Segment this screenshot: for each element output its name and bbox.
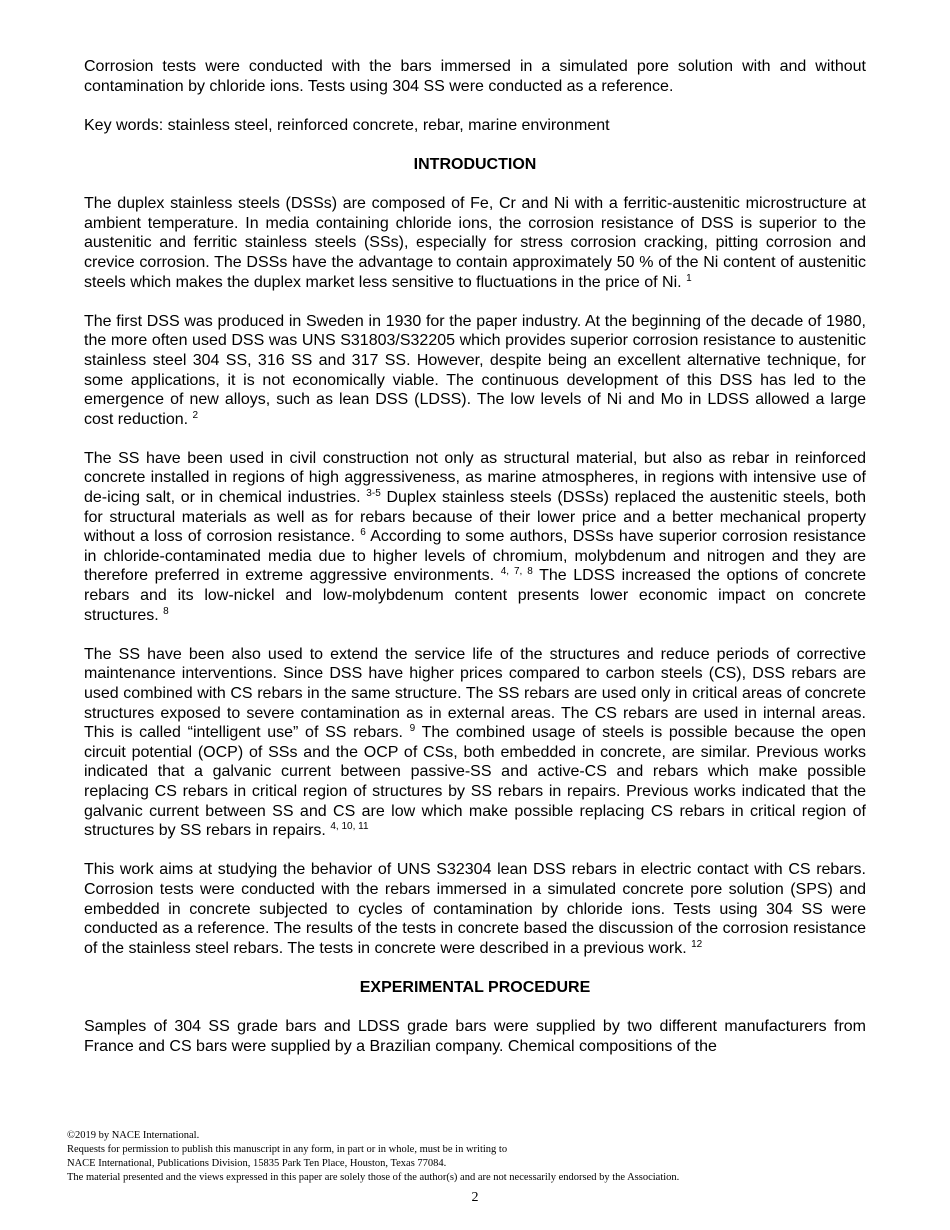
citation: 4, 7, 8 — [500, 566, 533, 578]
page-number: 2 — [471, 1190, 479, 1205]
citation: 8 — [163, 605, 169, 617]
experimental-paragraph-1: Samples of 304 SS grade bars and LDSS grade bars were supplied by two different manufacturers from France and CS bars were supplied by a Brazilian company. Chemical compositions of the — [84, 1018, 866, 1055]
citation: 1 — [686, 272, 692, 284]
intro-paragraph: Corrosion tests were conducted with the bars immersed in a simulated pore solution with and without contamination by chloride ions. Tests using 304 SS were conducted as a reference. — [84, 58, 866, 95]
citation: 6 — [360, 527, 366, 539]
experimental-heading: EXPERIMENTAL PROCEDURE — [359, 978, 591, 996]
introduction-paragraph-4: The SS have been also used to extend the service life of the structures and reduce periods of corrective maintenance interventions. Since DSS have higher prices compared to carbon steels (CS), DSS rebars are used combined with CS rebars in the same structure. The SS rebars are used only in critical areas of concrete structures exposed to severe contamination as in external areas. The CS rebars are used in internal areas. This is called “intelligent use” of SS rebars. $^9$ The combined usage of steels is possible because the open circuit potential (OCP) of SSs and the OCP of CSs, both embedded in concrete, are similar. Previous works indicated that a galvanic current between passive-SS and active-CS and rebars which make possible replacing CS rebars in critical region of structures by SS rebars in repairs. Previous works indicated that the galvanic current between SS and CS are low which make possible replacing CS rebars in critical region of structures by SS rebars in repairs. $^{4, 10, 11}$ — [84, 645, 866, 840]
citation: 9 — [409, 723, 416, 735]
citation: 3-5 — [366, 488, 381, 500]
introduction-paragraph-2: The first DSS was produced in Sweden in 1930 for the paper industry. At the beginning of the decade of 1980, the more often used DSS was UNS S31803/S32205 which provides superior corrosion resistance to austenitic stainless steel 304 SS, 316 SS and 317 SS. However, despite being an excellent alternative technique, for some applications, it is not economically viable. The continuous development of this DSS has led to the emergence of new alloys, such as lean DSS (LDSS). The low levels of Ni and Mo in LDSS allowed a large cost reduction. $^2$ — [84, 312, 866, 428]
citation: 4, 10, 11 — [330, 821, 369, 833]
introduction-paragraph-3: The SS have been used in civil construction not only as structural material, but also as rebar in reinforced concrete installed in regions of high aggressiveness, as marine atmospheres, in regions with intensive use of de-icing salt, or in chemical industries. $^{3-5}$ Duplex stainless steels (DSSs) replaced the austenitic steels, both for structural materials as well as for rebars because of their lower price and a better mechanical property without a loss of corrosion resistance. $^6$ According to some authors, DSSs have superior corrosion resistance in chloride-contaminated media due to higher levels of chromium, molybdenum and nitrogen and they are therefore preferred in extreme aggressive environments. $^{4, 7, 8}$ The LDSS increased the options of concrete rebars and its low-nickel and low-molybdenum content presents lower economic impact on concrete structures. $^8$ — [84, 449, 866, 624]
citation: 12 — [691, 938, 703, 950]
footer-line: NACE International, Publications Division, 15835 Park Ten Place, Houston, Texas 77084. — [67, 1158, 447, 1169]
page-body — [84, 57, 866, 1076]
footer-line: Requests for permission to publish this manuscript in any form, in part or in whole, must be in writing to — [67, 1144, 508, 1155]
keywords: Key words: stainless steel, reinforced concrete, rebar, marine environment — [84, 116, 610, 134]
citation: 2 — [192, 409, 199, 421]
introduction-paragraph-5: This work aims at studying the behavior of UNS S32304 lean DSS rebars in electric contact with CS rebars. Corrosion tests were conducted with the rebars immersed in a simulated concrete pore solution (SPS) and embedded in concrete subjected to cycles of contamination by chloride ions. Tests using 304 SS were conducted as a reference. The results of the tests in concrete based the discussion of the corrosion resistance of the stainless steel rebars. The tests in concrete were described in a previous work. $^{12}$ — [84, 861, 866, 957]
copyright-footer — [67, 1129, 887, 1185]
footer-line: ©2019 by NACE International. — [67, 1130, 200, 1141]
introduction-heading: INTRODUCTION — [413, 155, 537, 173]
introduction-paragraph-1: The duplex stainless steels (DSSs) are composed of Fe, Cr and Ni with a ferritic-austenitic microstructure at ambient temperature. In media containing chloride ions, the corrosion resistance of DSS is superior to the austenitic and ferritic stainless steels (SSs), especially for stress corrosion cracking, pitting corrosion and crevice corrosion. The DSSs have the advantage to contain approximately 50 % of the Ni content of austenitic steels which makes the duplex market less sensitive to fluctuations in the price of Ni. $^1$ — [84, 195, 866, 291]
footer-line: The material presented and the views expressed in this paper are solely those of the author(s) and are not necessarily endorsed by the Association. — [67, 1172, 680, 1183]
